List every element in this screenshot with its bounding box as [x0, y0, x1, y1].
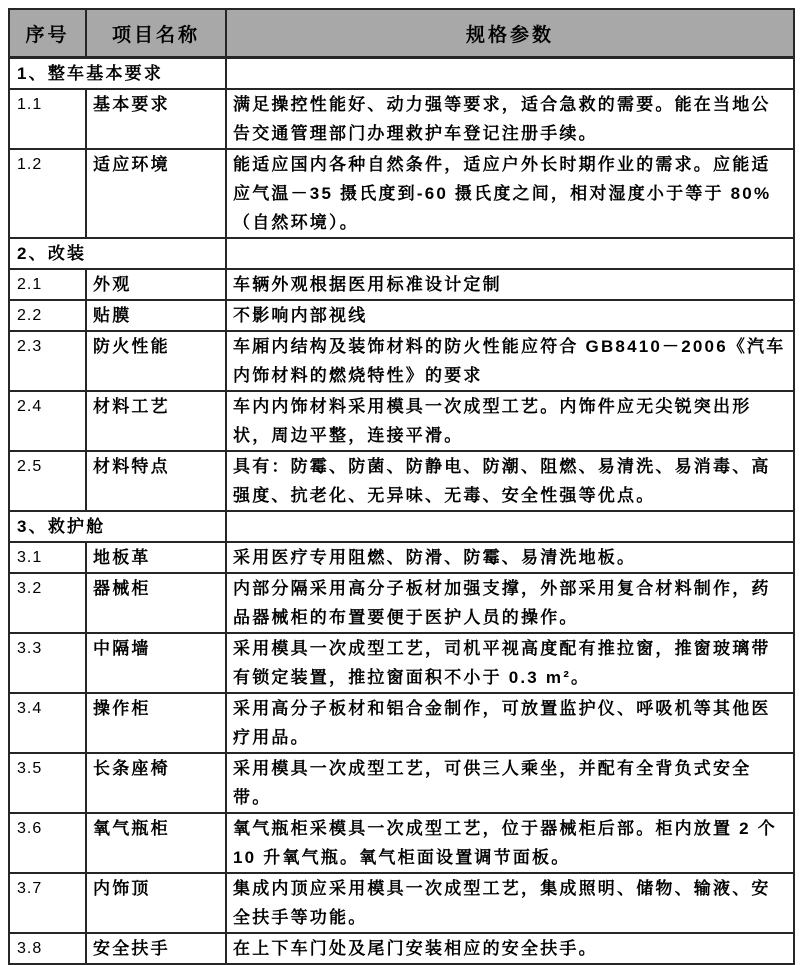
- header-row: [9, 9, 794, 58]
- section-label: 3、救护舱: [9, 511, 226, 542]
- row-spec-cell: 采用高分子板材和铝合金制作，可放置监护仪、呼吸机等其他医疗用品。: [226, 693, 794, 753]
- column-header-name: 项目名称: [86, 9, 226, 58]
- row-no-cell: 2.2: [9, 300, 86, 331]
- row-spec-cell: 车内内饰材料采用模具一次成型工艺。内饰件应无尖锐突出形状，周边平整，连接平滑。: [226, 391, 794, 451]
- column-header-spec: 规格参数: [226, 9, 794, 58]
- section-empty-cell: [226, 238, 794, 269]
- spec-table: [8, 8, 795, 965]
- row-no-cell: 1.1: [9, 89, 86, 149]
- row-no-cell: 3.2: [9, 573, 86, 633]
- row-name-cell: 中隔墙: [86, 633, 226, 693]
- row-no-cell: 3.5: [9, 753, 86, 813]
- row-no-cell: 2.1: [9, 269, 86, 300]
- section-label: 2、改装: [9, 238, 226, 269]
- row-spec-cell: 在上下车门处及尾门安装相应的安全扶手。: [226, 933, 794, 964]
- row-name-cell: 氧气瓶柜: [86, 813, 226, 873]
- row-spec-cell: 集成内顶应采用模具一次成型工艺，集成照明、储物、输液、安全扶手等功能。: [226, 873, 794, 933]
- item-row: [9, 391, 794, 451]
- item-row: [9, 813, 794, 873]
- section-empty-cell: [226, 58, 794, 90]
- row-spec-cell: 采用医疗专用阻燃、防滑、防霉、易清洗地板。: [226, 542, 794, 573]
- row-name-cell: 地板革: [86, 542, 226, 573]
- row-no-cell: 2.4: [9, 391, 86, 451]
- row-spec-cell: 采用模具一次成型工艺，可供三人乘坐，并配有全背负式安全带。: [226, 753, 794, 813]
- row-no-cell: 3.8: [9, 933, 86, 964]
- item-row: [9, 331, 794, 391]
- row-spec-cell: 满足操控性能好、动力强等要求，适合急救的需要。能在当地公告交通管理部门办理救护车登记注册手续。: [226, 89, 794, 149]
- row-name-cell: 防火性能: [86, 331, 226, 391]
- row-name-cell: 长条座椅: [86, 753, 226, 813]
- row-name-cell: 器械柜: [86, 573, 226, 633]
- item-row: [9, 633, 794, 693]
- section-row: [9, 511, 794, 542]
- row-name-cell: 外观: [86, 269, 226, 300]
- row-no-cell: 1.2: [9, 149, 86, 238]
- row-no-cell: 3.7: [9, 873, 86, 933]
- item-row: [9, 149, 794, 238]
- item-row: [9, 753, 794, 813]
- table-body: [9, 58, 794, 965]
- item-row: [9, 542, 794, 573]
- row-spec-cell: 车厢内结构及装饰材料的防火性能应符合 GB8410－2006《汽车内饰材料的燃烧特性》的要求: [226, 331, 794, 391]
- item-row: [9, 89, 794, 149]
- item-row: [9, 573, 794, 633]
- row-name-cell: 贴膜: [86, 300, 226, 331]
- row-spec-cell: 具有：防霉、防菌、防静电、防潮、阻燃、易清洗、易消毒、高强度、抗老化、无异味、无毒、安全性强等优点。: [226, 451, 794, 511]
- row-no-cell: 3.4: [9, 693, 86, 753]
- item-row: [9, 873, 794, 933]
- row-spec-cell: 能适应国内各种自然条件，适应户外长时期作业的需求。应能适应气温－35 摄氏度到-60 摄氏度之间，相对湿度小于等于 80%（自然环境）。: [226, 149, 794, 238]
- section-row: [9, 238, 794, 269]
- row-no-cell: 3.3: [9, 633, 86, 693]
- row-spec-cell: 氧气瓶柜采模具一次成型工艺，位于器械柜后部。柜内放置 2 个 10 升氧气瓶。氧气柜面设置调节面板。: [226, 813, 794, 873]
- row-name-cell: 安全扶手: [86, 933, 226, 964]
- row-name-cell: 基本要求: [86, 89, 226, 149]
- row-no-cell: 2.3: [9, 331, 86, 391]
- row-name-cell: 材料特点: [86, 451, 226, 511]
- row-name-cell: 内饰顶: [86, 873, 226, 933]
- row-spec-cell: 内部分隔采用高分子板材加强支撑，外部采用复合材料制作，药品器械柜的布置要便于医护人员的操作。: [226, 573, 794, 633]
- row-no-cell: 3.1: [9, 542, 86, 573]
- row-no-cell: 2.5: [9, 451, 86, 511]
- row-no-cell: 3.6: [9, 813, 86, 873]
- item-row: [9, 933, 794, 964]
- item-row: [9, 451, 794, 511]
- item-row: [9, 693, 794, 753]
- section-row: [9, 58, 794, 90]
- row-name-cell: 操作柜: [86, 693, 226, 753]
- item-row: [9, 269, 794, 300]
- row-name-cell: 材料工艺: [86, 391, 226, 451]
- row-spec-cell: 不影响内部视线: [226, 300, 794, 331]
- column-header-no: 序号: [9, 9, 86, 58]
- section-label: 1、整车基本要求: [9, 58, 226, 90]
- section-empty-cell: [226, 511, 794, 542]
- row-spec-cell: 采用模具一次成型工艺，司机平视高度配有推拉窗，推窗玻璃带有锁定装置，推拉窗面积不小于 0.3 m²。: [226, 633, 794, 693]
- row-name-cell: 适应环境: [86, 149, 226, 238]
- item-row: [9, 300, 794, 331]
- row-spec-cell: 车辆外观根据医用标准设计定制: [226, 269, 794, 300]
